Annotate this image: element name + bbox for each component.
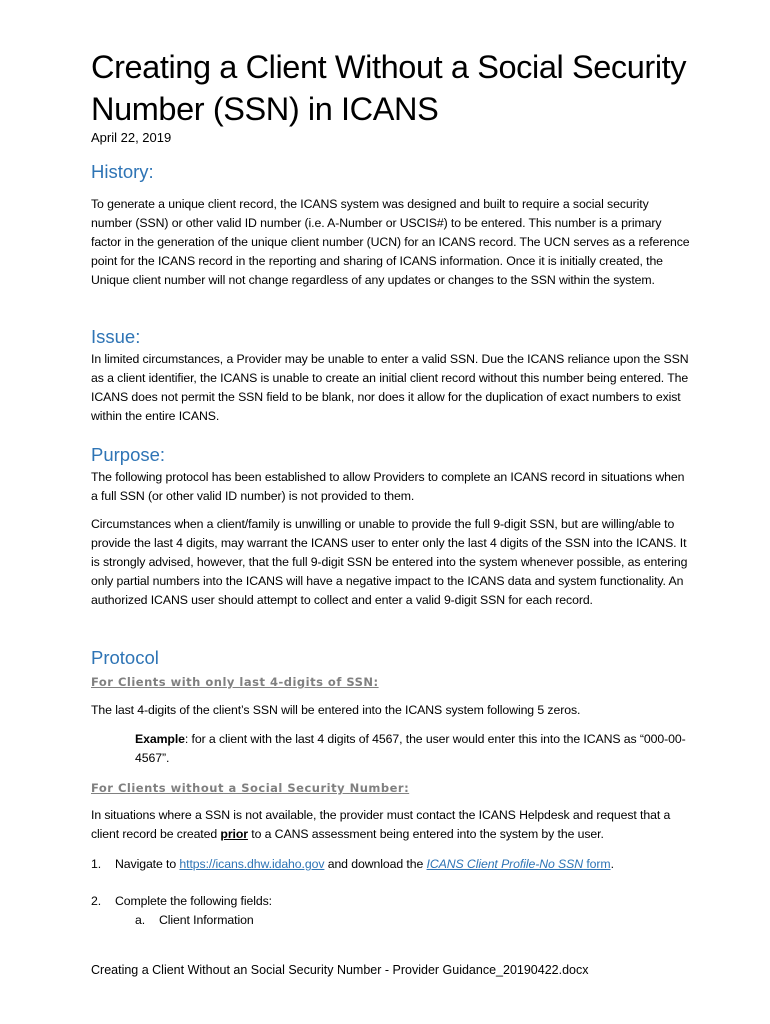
- issue-heading: Issue:: [91, 326, 141, 347]
- subheading-no-ssn: For Clients without a Social Security Number:: [91, 781, 410, 795]
- purpose-heading: Purpose:: [91, 444, 166, 465]
- history-heading: History:: [91, 161, 154, 182]
- no-ssn-text-a: In situations where a SSN is not available, the provider must contact the ICANS Helpdesk and request that a client record be created: [91, 808, 671, 841]
- icans-no-ssn-form-link[interactable]: [427, 857, 611, 871]
- purpose-paragraph-2: Circumstances when a client/family is unwilling or unable to provide the full 9-digit SSN, but are willing/able to provide the last 4 digits, may warrant the ICANS user to enter only the last 4 digits of the SSN into the ICANS. It is strongly advised, however, that the full 9-digit SSN be entered into the system whenever possible, as entering only partial numbers into the ICANS will have a negative impact to the ICANS data and system functionality. An authorized ICANS user should attempt to collect and enter a valid 9-digit SSN for each record.: [91, 517, 688, 607]
- purpose-paragraph-1: The following protocol has been established to allow Providers to complete an ICANS record in situations when a full SSN (or other valid ID number) is not provided to them.: [91, 470, 685, 503]
- form-link-rest: form: [583, 857, 611, 871]
- no-ssn-text-b: to a CANS assessment being entered into the system by the user.: [247, 827, 604, 841]
- step-1-text-a: Navigate to: [115, 857, 180, 871]
- prior-emphasis: prior: [220, 827, 248, 841]
- icans-website-link[interactable]: https://icans.dhw.idaho.gov: [179, 857, 325, 871]
- issue-paragraph: In limited circumstances, a Provider may be unable to enter a valid SSN. Due the ICANS reliance upon the SSN as a client identifier, the ICANS is unable to create an initial client record without this number being entered. The ICANS does not permit the SSN field to be blank, nor does it allow for the duplication of exact numbers to exist within the entire ICANS.: [91, 352, 689, 423]
- step-1: [91, 855, 691, 874]
- no-ssn-paragraph: [91, 806, 691, 844]
- history-paragraph: To generate a unique client record, the ICANS system was designed and built to require a social security number (SSN) or other valid ID number (i.e. A-Number or USCIS#) to be entered. This number is a primary factor in the generation of the unique client number (UCN) for an ICANS record. The UCN serves as a reference point for the ICANS record in the reporting and sharing of ICANS information. Once it is initially created, the Unique client number will not change regardless of any updates or changes to the SSN within the system.: [91, 197, 690, 287]
- document-footer: Creating a Client Without an Social Security Number - Provider Guidance_20190422.docx: [91, 963, 589, 977]
- step-1-number: 1.: [91, 857, 102, 871]
- protocol-heading: Protocol: [91, 647, 159, 668]
- example-text: : for a client with the last 4 digits of 4567, the user would enter this into the ICANS as “000-00-4567”.: [135, 732, 686, 765]
- step-2-text: Complete the following fields:: [115, 894, 272, 908]
- step-2a-letter: a.: [135, 913, 146, 927]
- step-2: [91, 892, 691, 911]
- document-title: Creating a Client Without a Social Security Number (SSN) in ICANS: [91, 49, 687, 127]
- last-4-digits-paragraph: The last 4-digits of the client’s SSN will be entered into the ICANS system following 5 zeros.: [91, 703, 581, 717]
- step-1-text-b: and download the: [324, 857, 427, 871]
- step-2a: [135, 911, 635, 930]
- example-paragraph: [135, 730, 695, 768]
- step-2a-text: Client Information: [159, 913, 254, 927]
- form-link-italic: ICANS Client Profile-No SSN: [426, 857, 584, 871]
- document-date: April 22, 2019: [91, 130, 172, 145]
- step-2-number: 2.: [91, 894, 102, 908]
- subheading-last-4-digits: For Clients with only last 4-digits of SSN:: [91, 675, 379, 689]
- example-label: Example: [135, 732, 185, 746]
- step-1-end: .: [610, 857, 614, 871]
